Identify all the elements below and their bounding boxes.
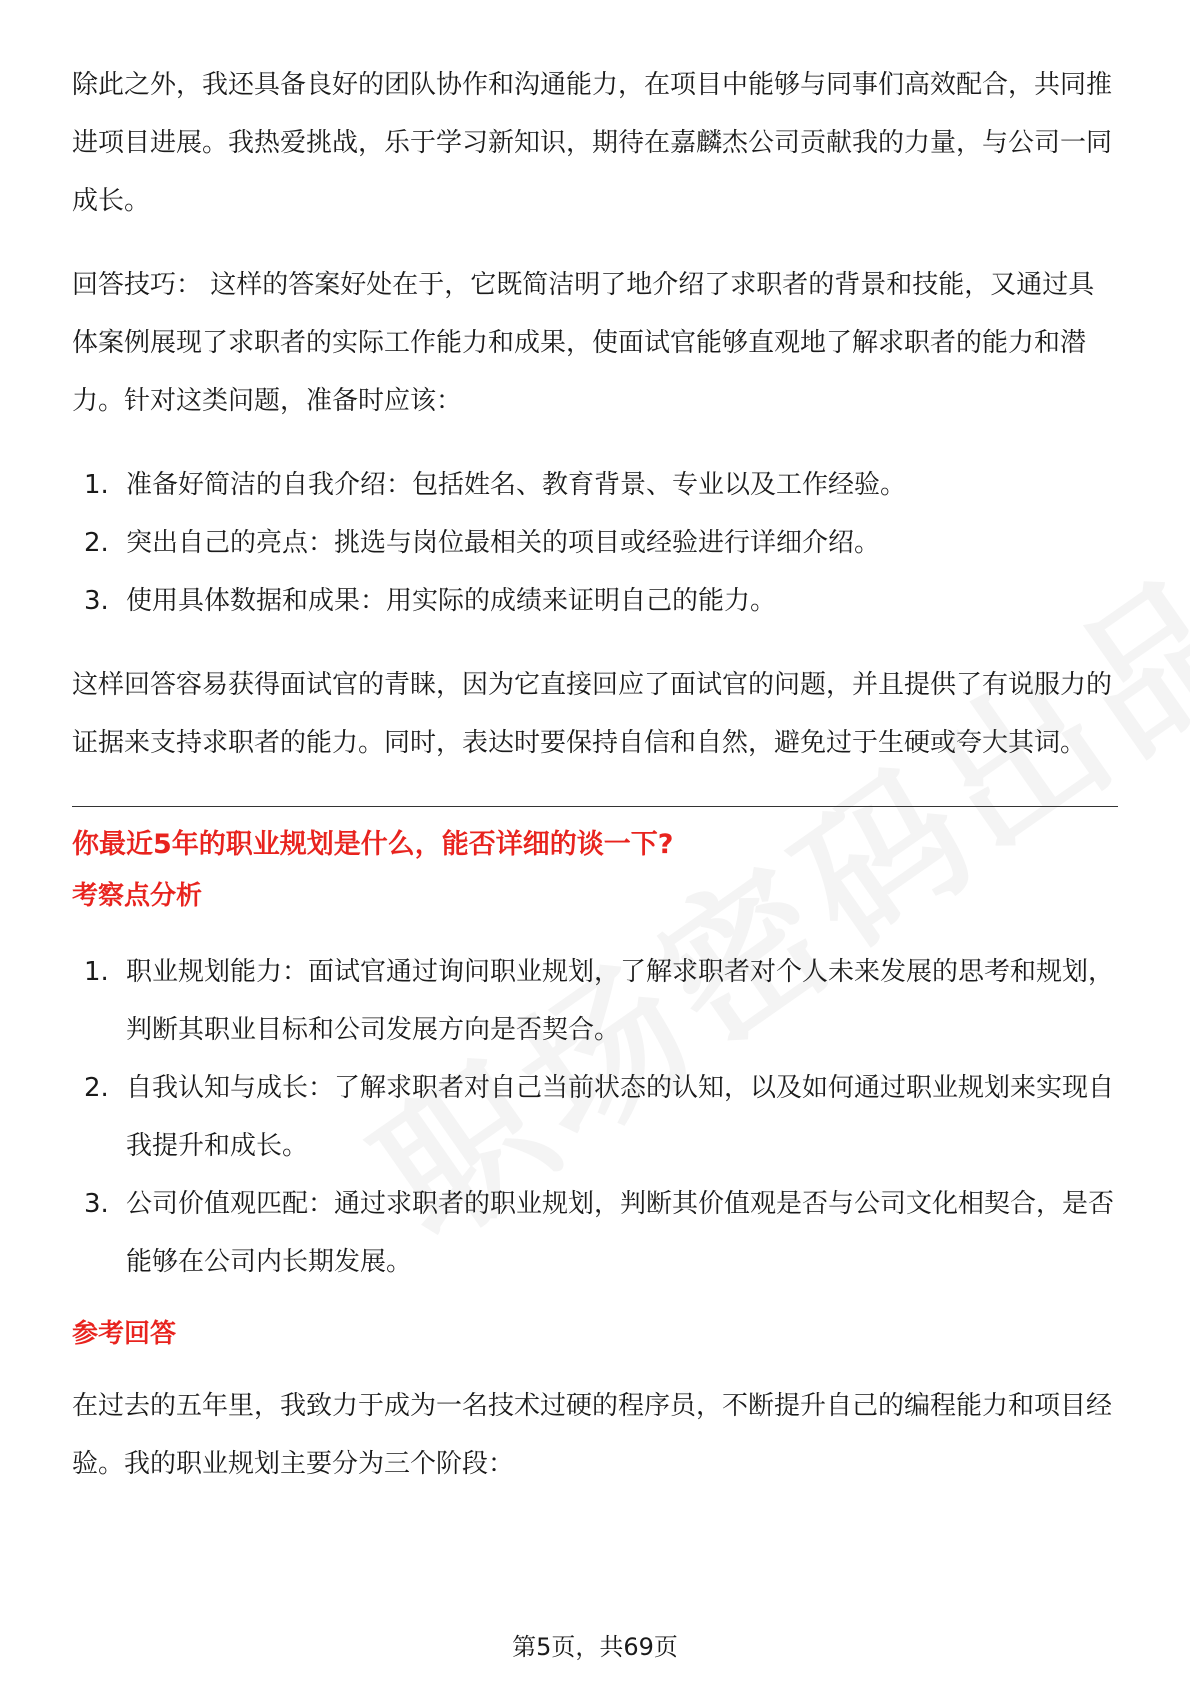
analysis-heading: 考察点分析: [72, 881, 203, 911]
list-item: 1. 职业规划能力：面试官通过询问职业规划，了解求职者对个人未来发展的思考和规划，判断其职业目标和公司发展方向是否契合。: [84, 957, 1115, 1045]
list-item: 1. 准备好简洁的自我介绍：包括姓名、教育背景、专业以及工作经验。: [84, 470, 907, 500]
answer-heading: 参考回答: [72, 1319, 177, 1349]
section-divider: [72, 806, 1118, 807]
intro-continuation-paragraph: 除此之外，我还具备良好的团队协作和沟通能力，在项目中能够与同事们高效配合，共同推进项目进展。我热爱挑战，乐于学习新知识，期待在嘉麟杰公司贡献我的力量，与公司一同成长。: [72, 70, 1113, 216]
question-title: 你最近5年的职业规划是什么，能否详细的谈一下?: [72, 829, 674, 860]
reference-answer-paragraph: 在过去的五年里，我致力于成为一名技术过硬的程序员，不断提升自己的编程能力和项目经验。我的职业规划主要分为三个阶段：: [72, 1391, 1113, 1479]
answer-tips-paragraph: 回答技巧： 这样的答案好处在于，它既简洁明了地介绍了求职者的背景和技能，又通过具体案例展现了求职者的实际工作能力和成果，使面试官能够直观地了解求职者的能力和潜力。针对这类问题，准备时应该：: [72, 270, 1095, 416]
list-item: 2. 突出自己的亮点：挑选与岗位最相关的项目或经验进行详细介绍。: [84, 528, 881, 558]
page-number-footer: 第5页，共69页: [512, 1633, 678, 1661]
list-item: 3. 使用具体数据和成果：用实际的成绩来证明自己的能力。: [84, 586, 777, 616]
tips-list: [72, 456, 1118, 630]
list-item: 3. 公司价值观匹配：通过求职者的职业规划，判断其价值观是否与公司文化相契合，是否能够在公司内长期发展。: [84, 1189, 1115, 1277]
page-content: [72, 56, 1118, 1493]
summary-paragraph: 这样回答容易获得面试官的青睐，因为它直接回应了面试官的问题，并且提供了有说服力的证据来支持求职者的能力。同时，表达时要保持自信和自然，避免过于生硬或夸大其词。: [72, 670, 1113, 758]
analysis-list: [72, 943, 1118, 1291]
list-item: 2. 自我认知与成长：了解求职者对自己当前状态的认知，以及如何通过职业规划来实现自我提升和成长。: [84, 1073, 1115, 1161]
